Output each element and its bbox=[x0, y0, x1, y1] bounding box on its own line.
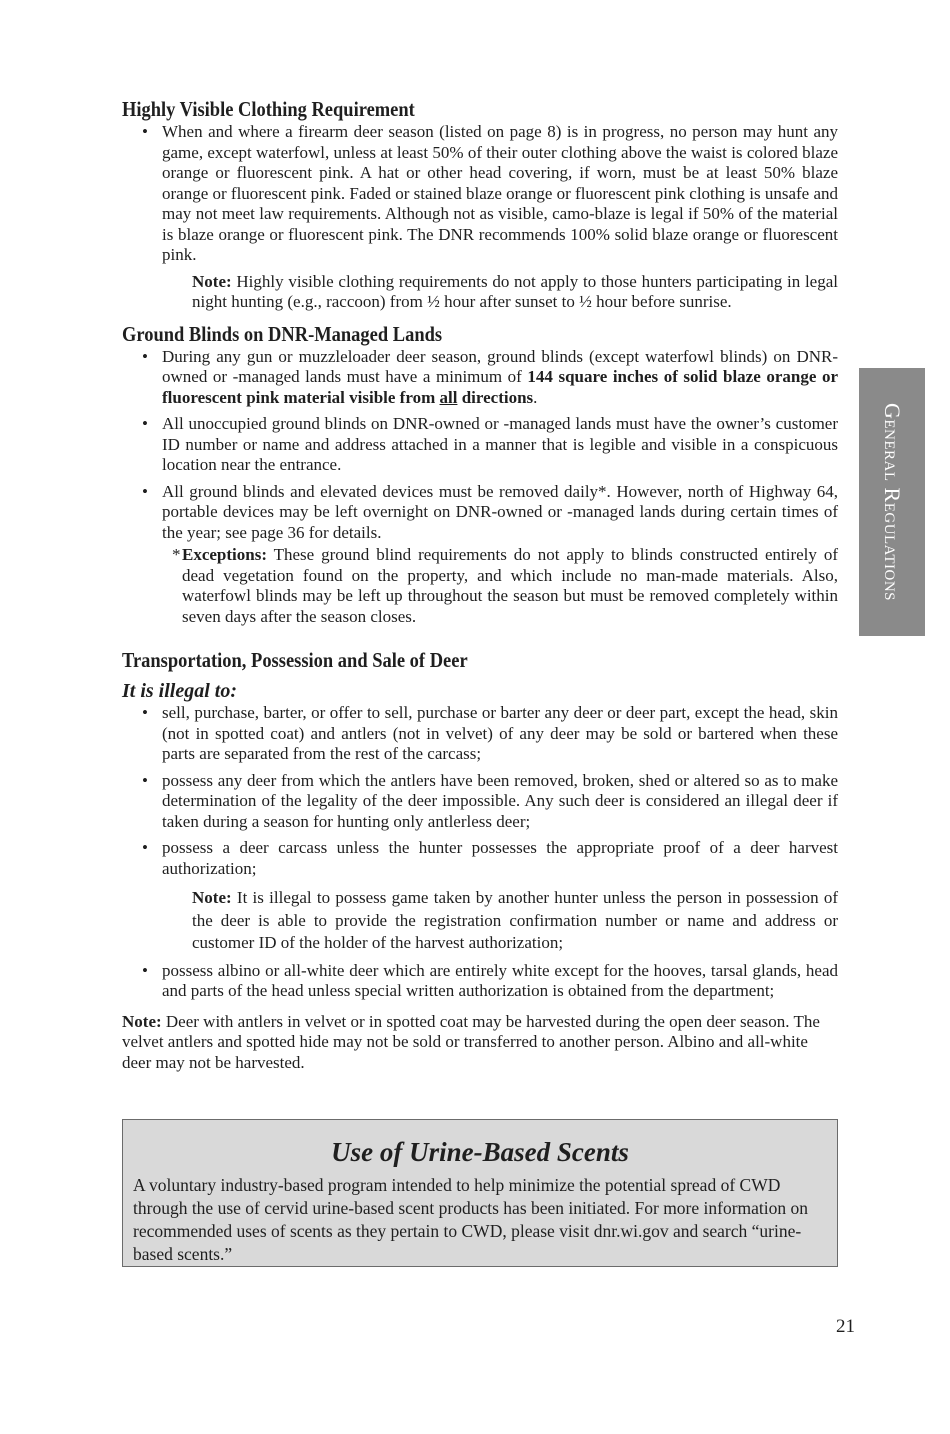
heading-transport: Transportation, Possession and Sale of Deer bbox=[122, 648, 468, 672]
page-number: 21 bbox=[836, 1316, 855, 1337]
bold-text: 144 square inches of solid blaze orange or fluorescent pink material visible from bbox=[162, 367, 838, 407]
exceptions-label: Exceptions: bbox=[182, 545, 267, 564]
note-text: Highly visible clothing requirements do not apply to those hunters participating in legal night hunting (e.g., raccoon) from ½ hour after sunset to ½ hour before sunrise. bbox=[192, 271, 838, 311]
page-content bbox=[122, 96, 838, 1073]
bold-text-end: directions bbox=[457, 387, 534, 407]
transport-list-2 bbox=[122, 961, 838, 1002]
list-item: • All unoccupied ground blinds on DNR-owned or -managed lands must have the owner’s customer ID number or name and address attached in a manner that is legible and visible in a conspicuous location near the entrance. bbox=[122, 414, 838, 476]
exceptions-note bbox=[122, 545, 838, 627]
exceptions-text: These ground blind requirements do not apply to blinds constructed entirely of dead vegetation found on the property, and which include no man-made materials. Also, waterfowl blinds may be left up throughout the season but must be removed completely within seven days after the season closes. bbox=[182, 545, 838, 626]
urine-scents-callout bbox=[122, 1119, 838, 1267]
callout-body: A voluntary industry-based program intended to help minimize the potential spread of CWD through the use of cervid urine-based scent products has been initiated. For more information on recommended uses of scents as they pertain to CWD, please visit dnr.wi.gov and search “urine-based scents.” bbox=[133, 1175, 809, 1264]
asterisk: * bbox=[172, 545, 181, 564]
list-item bbox=[122, 347, 838, 409]
clothing-note bbox=[122, 272, 838, 313]
transport-list bbox=[122, 703, 838, 879]
note-label: Note: bbox=[122, 1011, 162, 1031]
list-item: • possess any deer from which the antlers have been removed, broken, shed or altered so as to make determination of the legality of the deer impossible. Any such deer is considered an illegal deer if taken during a season for hunting only antlerless deer; bbox=[122, 771, 838, 833]
possession-note bbox=[122, 887, 838, 955]
note-label: Note: bbox=[192, 888, 232, 907]
callout-title: Use of Urine-Based Scents bbox=[331, 1137, 629, 1167]
velvet-note bbox=[122, 1012, 838, 1074]
note-label: Note: bbox=[192, 271, 232, 291]
heading-blinds: Ground Blinds on DNR-Managed Lands bbox=[122, 321, 443, 346]
bullet-end: . bbox=[533, 387, 538, 407]
list-item: • All ground blinds and elevated devices must be removed daily*. However, north of Highway 64, portable devices may be left overnight on DNR-owned or -managed lands during certain times of the year; see page 36 for details. bbox=[122, 482, 838, 544]
list-item: • possess albino or all-white deer which are entirely white except for the hooves, tarsal glands, head and parts of the head unless special written authorization is obtained from the department; bbox=[122, 961, 838, 1002]
bullet-text: During any gun or muzzleloader deer season, ground blinds (except waterfowl blinds) on DNR-owned or -managed lands must have a minimum of bbox=[162, 346, 838, 386]
note-text: Deer with antlers in velvet or in spotted coat may be harvested during the open deer season. The velvet antlers and spotted hide may not be sold or transferred to another person. Albino and all-white deer may not be harvested. bbox=[122, 1011, 820, 1072]
list-item: • When and where a firearm deer season (listed on page 8) is in progress, no person may hunt any game, except waterfowl, unless at least 50% of their outer clothing above the waist is colored blaze orange or fluorescent pink. A hat or other head covering, if worn, must be at least 50% blaze orange or fluorescent pink. Faded or stained blaze orange or fluorescent pink clothing is unsafe and may not meet law requirements. Although not as visible, camo-blaze is legal if 50% of the material is blaze orange or fluorescent pink. The DNR recommends 100% solid blaze orange or fluorescent pink. bbox=[122, 122, 838, 266]
list-item: • sell, purchase, barter, or offer to sell, purchase or barter any deer or deer part, except the head, skin (not in spotted coat) and antlers (not in velvet) of any deer may be sold or bartered when these parts are separated from the rest of the carcass; bbox=[122, 703, 838, 765]
clothing-list bbox=[122, 122, 838, 266]
subheading-illegal: It is illegal to: bbox=[122, 680, 237, 702]
section-side-tab bbox=[859, 368, 925, 636]
heading-clothing: Highly Visible Clothing Requirement bbox=[122, 97, 415, 121]
side-tab-label: General Regulations bbox=[880, 402, 906, 602]
list-item: • possess a deer carcass unless the hunter possesses the appropriate proof of a deer harvest authorization; bbox=[122, 838, 838, 879]
underlined-text: all bbox=[439, 387, 458, 407]
note-text: It is illegal to possess game taken by another hunter unless the person in possession of the deer is able to provide the registration confirmation number or name and address or customer ID of the holder of the harvest authorization; bbox=[192, 888, 838, 952]
blinds-list bbox=[122, 347, 838, 544]
